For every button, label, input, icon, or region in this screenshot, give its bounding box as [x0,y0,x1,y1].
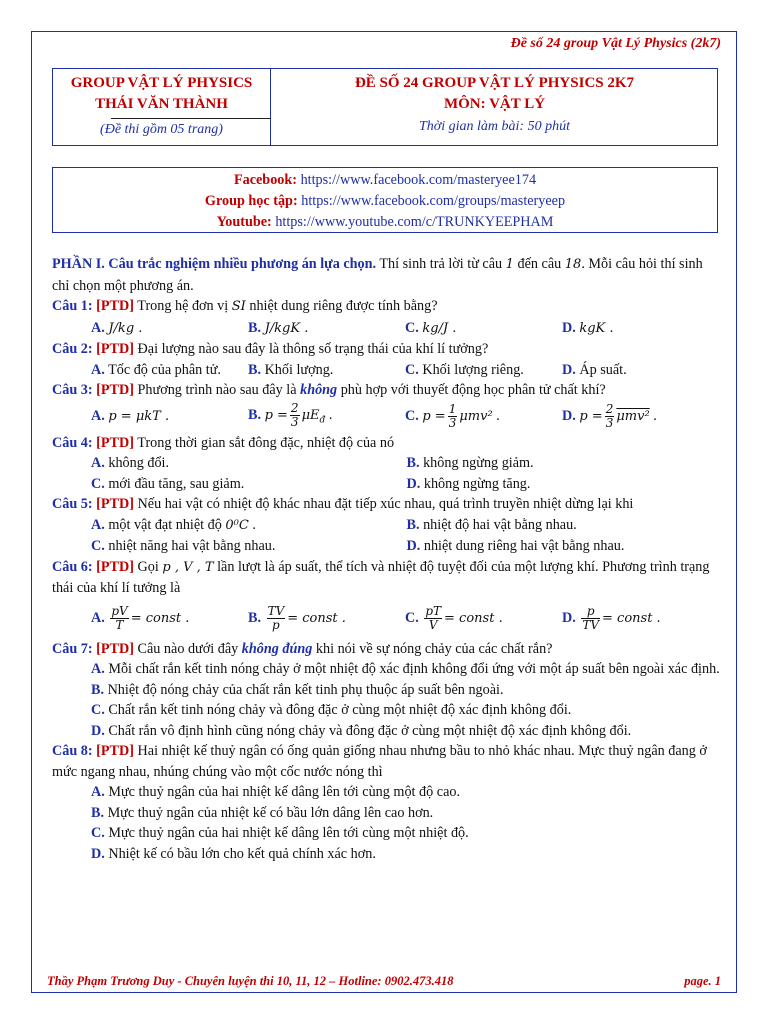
question-tag: [PTD] [96,382,134,398]
question-emphasis: không [300,382,338,398]
page-number: page. 1 [684,974,721,988]
option-letter: C. [405,609,419,626]
option-letter: B. [248,609,262,626]
header-page-count: (Đề thi gồm 05 trang) [100,122,223,137]
option-letter: D. [562,319,576,336]
option-text: Tốc độ của phân tử. [108,361,221,378]
option-text: Chất rắn vô định hình cũng nóng chảy và đông đặc ở cùng một nhiệt độ xác định không đổi. [108,722,632,739]
formula-fraction [448,403,458,430]
option-letter: C. [405,361,419,378]
option-letter: A. [91,516,105,533]
question-label: Câu 4: [52,434,93,451]
formula-rhs: = const . [602,610,661,626]
question-variables: p , V , T [162,559,214,575]
option-text: nhiệt năng hai vật bằng nhau. [108,538,276,554]
formula-subscript: đ [319,415,326,426]
option-letter: B. [248,361,262,378]
option-c[interactable] [52,700,722,721]
option-d[interactable] [407,474,723,495]
option-letter: D. [406,538,421,554]
exam-subject: MÔN: VẬT LÝ [443,96,546,112]
question-1 [52,296,722,318]
option-letter: A. [91,361,105,378]
option-b[interactable] [52,803,722,824]
option-c[interactable] [405,605,562,632]
option-c[interactable] [405,318,562,340]
option-b[interactable] [407,515,723,537]
formula-rhs: μmv² [616,408,650,424]
option-text: mới đầu tăng, sau giảm. [108,475,245,492]
fraction-denominator: TV [582,618,600,632]
question-text: Câu nào dưới đây [137,640,239,657]
option-letter: B. [91,804,105,821]
option-letter: A. [91,319,105,336]
group-label: Group học tập: [204,193,298,209]
option-letter: A. [91,784,105,800]
formula-end: . [328,406,333,423]
option-b[interactable] [407,453,723,474]
fraction-denominator: p [272,618,280,632]
option-text: không ngừng giảm. [423,455,534,471]
option-c[interactable] [91,536,407,557]
question-2-options [52,360,722,381]
option-d[interactable] [52,844,722,865]
question-label: Câu 2: [52,341,93,357]
question-5-options-row1 [52,515,722,537]
option-d[interactable] [562,403,719,430]
option-text: Áp suất. [579,361,627,378]
fraction-denominator: 3 [290,414,299,429]
option-text: Mỗi chất rắn kết tinh nóng chảy ở một nhiệt độ xác định không đổi ứng với một áp suất bên ngoài xác định. [108,661,720,677]
option-a[interactable] [91,318,248,340]
unit-system: SI [231,299,246,314]
question-label: Câu 7: [52,640,93,657]
option-letter: C. [405,319,419,336]
option-b[interactable] [248,605,405,632]
option-a[interactable] [91,360,248,381]
option-letter: B. [406,455,420,471]
option-text: không ngừng tăng. [423,475,531,492]
question-text: nhiệt dung riêng được tính bằng? [249,298,438,314]
option-letter: A. [91,661,105,677]
question-4-options-row1 [52,453,722,474]
question-6-options [52,599,722,639]
exam-title: ĐỀ SỐ 24 GROUP VẬT LÝ PHYSICS 2K7 [354,75,635,91]
fraction-denominator: 3 [605,416,614,430]
option-letter: D. [562,407,576,424]
part1-instruction-end: . Mỗi câu hỏi thí sinh chỉ chọn một phương án. [52,256,703,294]
option-letter: D. [562,609,576,626]
facebook-link[interactable]: https://www.facebook.com/masteryee174 [300,172,537,188]
question-text: Phương trình nào sau đây là [137,382,297,398]
question-label: Câu 1: [52,298,93,314]
header-teacher-name: THÁI VĂN THÀNH [95,96,228,112]
formula-fraction [290,402,300,429]
fraction-numerator: 2 [290,400,299,415]
option-text: một vật đạt nhiệt độ [108,516,222,533]
formula-lhs: p = [422,408,446,424]
question-4-options-row2 [52,474,722,495]
option-text: Khối lượng. [264,361,334,378]
question-text: Nếu hai vật có nhiệt độ khác nhau đặt tiếp xúc nhau, quá trình truyền nhiệt dừng lại khi [137,496,634,512]
links-box [52,167,718,233]
question-text: Trong hệ đơn vị [137,298,229,314]
fraction-numerator: 2 [605,402,614,416]
facebook-label: Facebook: [233,172,298,188]
option-letter: C. [91,538,105,554]
formula-rhs: = const . [287,610,346,626]
formula-fraction [110,605,128,632]
footer-author: Thầy Phạm Trương Duy - Chuyên luyện thi 10, 11, 12 – Hotline: 0902.473.418 [47,974,454,988]
question-1-options [52,318,722,340]
option-d[interactable] [407,536,723,557]
option-c[interactable] [405,360,562,381]
question-tag: [PTD] [96,298,134,314]
option-d[interactable] [562,605,719,632]
fraction-numerator: pT [425,604,442,618]
question-8 [52,741,722,782]
option-b[interactable] [52,680,722,701]
option-text: J/kg . [108,320,143,336]
question-label: Câu 6: [52,558,93,575]
formula-rhs: μE [301,407,320,423]
option-formula: 0⁰C [225,517,249,533]
group-link[interactable]: https://www.facebook.com/groups/masteryeep [301,193,566,209]
question-text: lần lượt là áp suất, thể tích và nhiệt độ tuyệt đối của một lượng khí. Phương trình trạng thái của khí lí tưởng là [52,558,710,596]
option-d[interactable] [52,721,722,742]
question-6 [52,557,722,599]
option-a[interactable] [91,406,248,428]
formula-lhs: p = [264,407,288,423]
option-letter: B. [406,516,420,533]
fraction-numerator: p [581,605,600,619]
option-letter: A. [91,407,105,424]
question-tag: [PTD] [96,558,134,575]
option-letter: A. [91,455,105,471]
option-text: J/kgK . [264,320,309,336]
option-letter: D. [562,361,576,378]
question-tag: [PTD] [96,434,134,451]
formula-fraction [581,605,600,632]
fraction-numerator: TV [267,604,285,618]
header-group-name: GROUP VẬT LÝ PHYSICS [70,75,253,91]
option-b[interactable] [248,402,405,431]
option-b[interactable] [248,318,405,340]
header-rule [111,118,271,119]
header-divider [270,69,271,145]
option-text: Mực thuỷ ngân của nhiệt kế có bầu lớn dâng lên cao hơn. [107,804,434,821]
option-text: Nhiệt độ nóng chảy của chất rắn kết tinh phụ thuộc áp suất bên ngoài. [107,681,504,698]
fraction-numerator: pV [111,604,128,618]
option-text: kg/J . [422,320,457,336]
option-letter: D. [91,722,105,739]
option-letter: C. [91,825,105,841]
option-a[interactable] [52,782,722,803]
header-table [52,68,718,146]
option-letter: C. [91,475,105,492]
question-text: Đại lượng nào sau đây là thông số trạng thái của khí lí tưởng? [137,341,489,357]
option-text: nhiệt dung riêng hai vật bằng nhau. [423,538,625,554]
part1-header [52,254,722,296]
option-c[interactable] [405,403,562,430]
option-text: kgK . [579,320,614,336]
formula-rhs: = const . [444,610,503,626]
formula-end: . [496,407,500,424]
option-b[interactable] [248,360,405,381]
question-emphasis: không đúng [241,640,313,657]
question-label: Câu 3: [52,382,93,398]
part1-instruction-mid: đến câu [517,256,562,272]
formula-fraction [605,403,615,430]
question-tag: [PTD] [96,341,134,357]
option-text: Nhiệt kế có bầu lớn cho kết quả chính xác hơn. [108,845,376,862]
option-text: không đổi. [108,455,170,471]
option-d[interactable] [562,318,719,340]
group-line [53,191,717,212]
option-letter: D. [406,475,421,492]
fraction-denominator: 3 [448,416,457,430]
question-text: Trong thời gian sắt đông đặc, nhiệt độ của nó [137,434,395,451]
facebook-line [53,170,717,191]
option-c[interactable] [91,474,407,495]
option-c[interactable] [52,823,722,844]
question-2 [52,339,722,360]
question-text: Hai nhiệt kế thuỷ ngân có ống quản giống nhau nhưng bầu to nhỏ khác nhau. Mực thuỷ ngân đang ở mức ngang nhau, nhúng chúng vào một cốc nước nóng thì [52,743,707,780]
option-a[interactable] [52,659,722,680]
question-5 [52,494,722,515]
option-text: Mực thuỷ ngân của hai nhiệt kế dâng lên tới cùng một độ cao. [108,784,461,800]
option-letter: C. [405,407,419,424]
question-3 [52,380,722,401]
option-a[interactable] [91,605,248,632]
option-letter: B. [248,406,262,423]
question-7 [52,639,722,660]
exam-content [52,254,722,864]
part1-instruction: Thí sinh trả lời từ câu [379,256,503,272]
option-a[interactable] [91,453,407,474]
top-note: Đề số 24 group Vật Lý Physics (2k7) [510,36,721,51]
question-3-options [52,401,722,433]
formula-rhs: μmv² [459,408,493,424]
formula-fraction [267,605,286,632]
formula-fraction [424,605,442,632]
option-letter: B. [91,681,105,698]
question-label: Câu 5: [52,496,93,512]
question-label: Câu 8: [52,743,93,759]
option-text: Chất rắn kết tinh nóng chảy và đông đặc ở cùng một nhiệt độ xác định không đổi. [108,702,572,718]
question-tag: [PTD] [96,640,134,657]
youtube-link[interactable]: https://www.youtube.com/c/TRUNKYEEPHAM [275,214,554,230]
fraction-denominator: T [115,618,124,632]
question-5-options-row2 [52,536,722,557]
option-end: . [252,516,256,533]
formula-end: . [653,407,657,424]
option-letter: B. [248,319,262,336]
option-a[interactable] [91,515,407,537]
question-text: Gọi [137,558,159,575]
option-text: Khối lượng riêng. [422,361,524,378]
question-4 [52,433,722,454]
part1-from: 1 [505,257,514,272]
youtube-line [53,212,717,233]
question-text: khi nói về sự nóng chảy của các chất rắn? [315,640,553,657]
option-letter: C. [91,702,105,718]
part1-to: 18 [564,257,582,272]
option-text: Mực thuỷ ngân của hai nhiệt kế dâng lên tới cùng một nhiệt độ. [108,825,469,841]
part1-title: PHẦN I. Câu trắc nghiệm nhiều phương án lựa chọn. [52,256,377,272]
option-letter: A. [91,609,105,626]
question-tag: [PTD] [96,496,134,512]
fraction-denominator: V [428,618,438,632]
option-d[interactable] [562,360,719,381]
option-letter: D. [91,845,105,862]
question-tag: [PTD] [96,743,134,759]
exam-duration: Thời gian làm bài: 50 phút [419,119,570,134]
formula-lhs: p = [579,408,603,424]
youtube-label: Youtube: [216,214,272,230]
fraction-numerator: 1 [448,402,457,416]
question-text: phù hợp với thuyết động học phân tử chất khí? [340,382,606,398]
option-text: nhiệt độ hai vật bằng nhau. [423,516,577,533]
formula-rhs: = const . [130,610,190,626]
option-formula: p = μkT . [108,408,170,424]
